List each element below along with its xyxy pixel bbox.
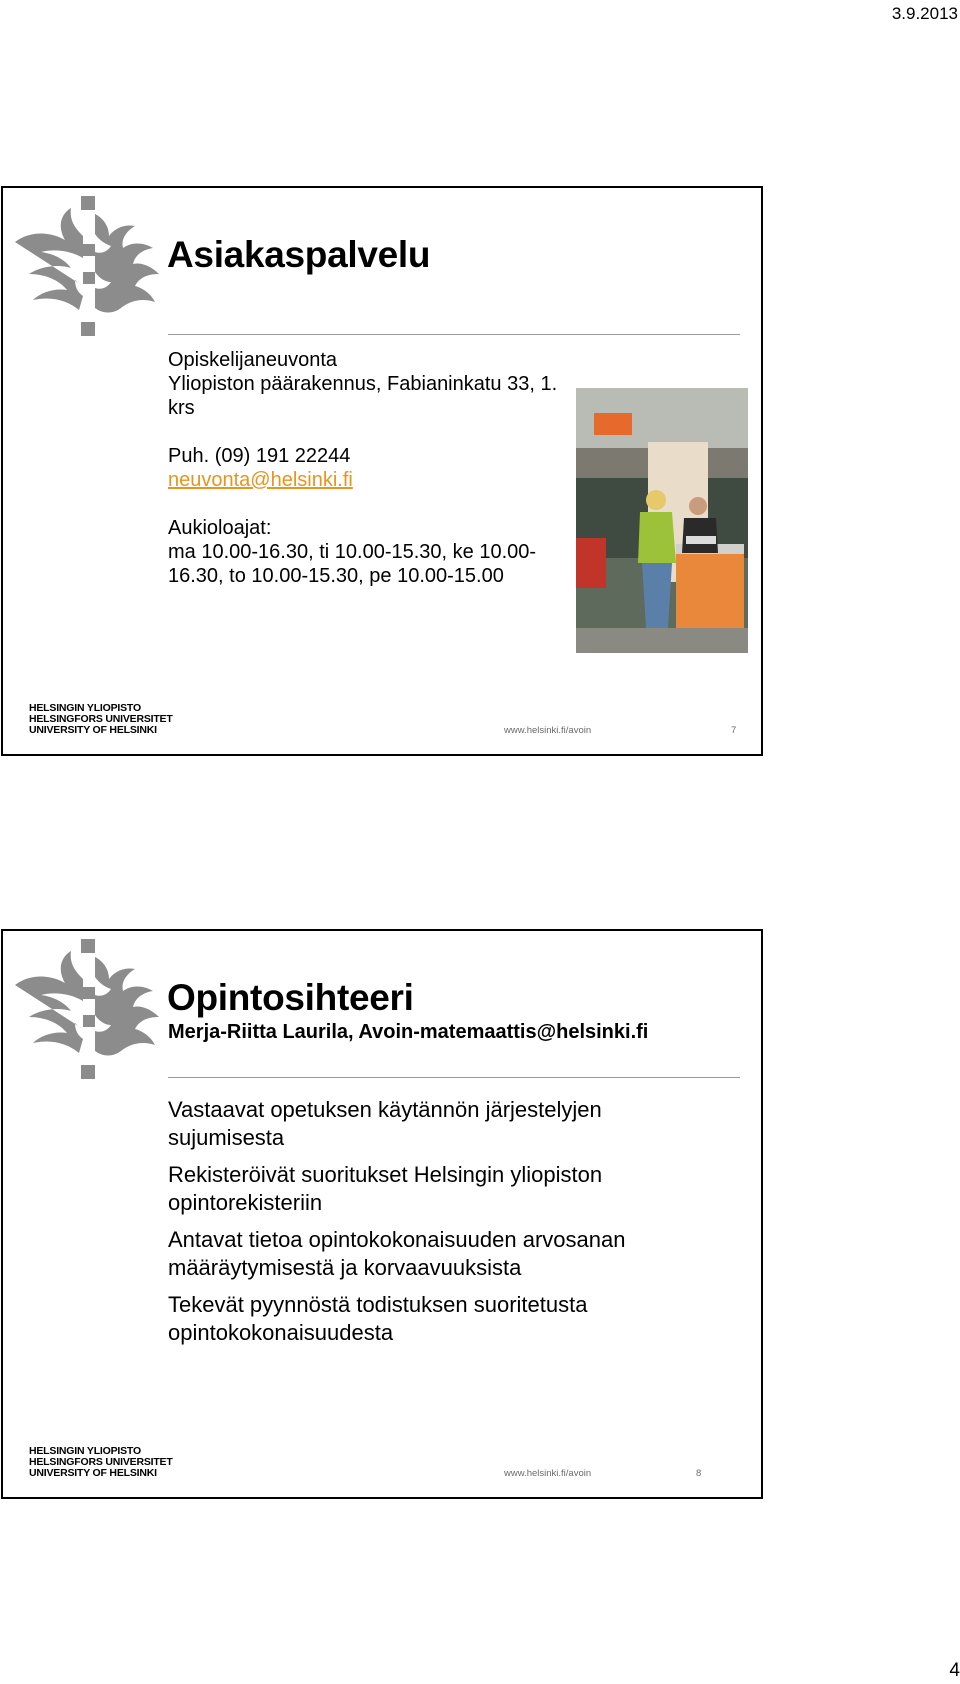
slide-number: 8 — [696, 1468, 702, 1479]
opening-hours: ma 10.00-16.30, ti 10.00-15.30, ke 10.00-16.30, to 10.00-15.30, pe 10.00-15.00 — [168, 541, 537, 587]
list-item: Rekisteröivät suoritukset Helsingin yliopiston opintorekisteriin — [168, 1162, 603, 1215]
office-name: Opiskelijaneuvonta — [168, 349, 337, 371]
page-date: 3.9.2013 — [891, 4, 958, 23]
list-item: Tekevät pyynnöstä todistuksen suoritetusta opintokokonaisuudesta — [168, 1292, 588, 1345]
list-item: Antavat tietoa opintokokonaisuuden arvosanan määräytymisestä ja korvaavuuksista — [168, 1227, 626, 1280]
university-flame-logo-icon — [11, 196, 163, 338]
footer-university-name: HELSINGIN YLIOPISTO HELSINGFORS UNIVERSITET UNIVERSITY OF HELSINKI — [29, 1445, 173, 1479]
phone-number: Puh. (09) 191 22244 — [168, 445, 351, 467]
duties-list — [168, 1096, 688, 1356]
office-address: Yliopiston päärakennus, Fabianinkatu 33, 1. krs — [168, 373, 558, 419]
slide-title: Opintosihteeri — [167, 977, 414, 1018]
slide-opintosihteeri — [1, 929, 763, 1499]
slide-subtitle: Merja-Riitta Laurila, Avoin-matemaattis@helsinki.fi — [168, 1021, 649, 1043]
service-desk-photo — [576, 388, 748, 653]
opening-hours-label: Aukioloajat: — [168, 517, 272, 539]
footer-url: www.helsinki.fi/avoin — [504, 1468, 592, 1479]
footer-url: www.helsinki.fi/avoin — [504, 725, 592, 736]
page-number: 4 — [949, 1660, 960, 1681]
slide-number: 7 — [731, 725, 737, 736]
contact-info — [168, 348, 568, 588]
title-divider — [168, 334, 740, 335]
title-divider — [168, 1077, 740, 1078]
list-item: Vastaavat opetuksen käytännön järjestelyjen sujumisesta — [168, 1097, 602, 1150]
email-link[interactable]: neuvonta@helsinki.fi — [168, 469, 353, 491]
slide-asiakaspalvelu — [1, 186, 763, 756]
university-flame-logo-icon — [11, 939, 163, 1081]
footer-university-name: HELSINGIN YLIOPISTO HELSINGFORS UNIVERSITET UNIVERSITY OF HELSINKI — [29, 702, 173, 736]
slide-title: Asiakaspalvelu — [167, 234, 431, 275]
